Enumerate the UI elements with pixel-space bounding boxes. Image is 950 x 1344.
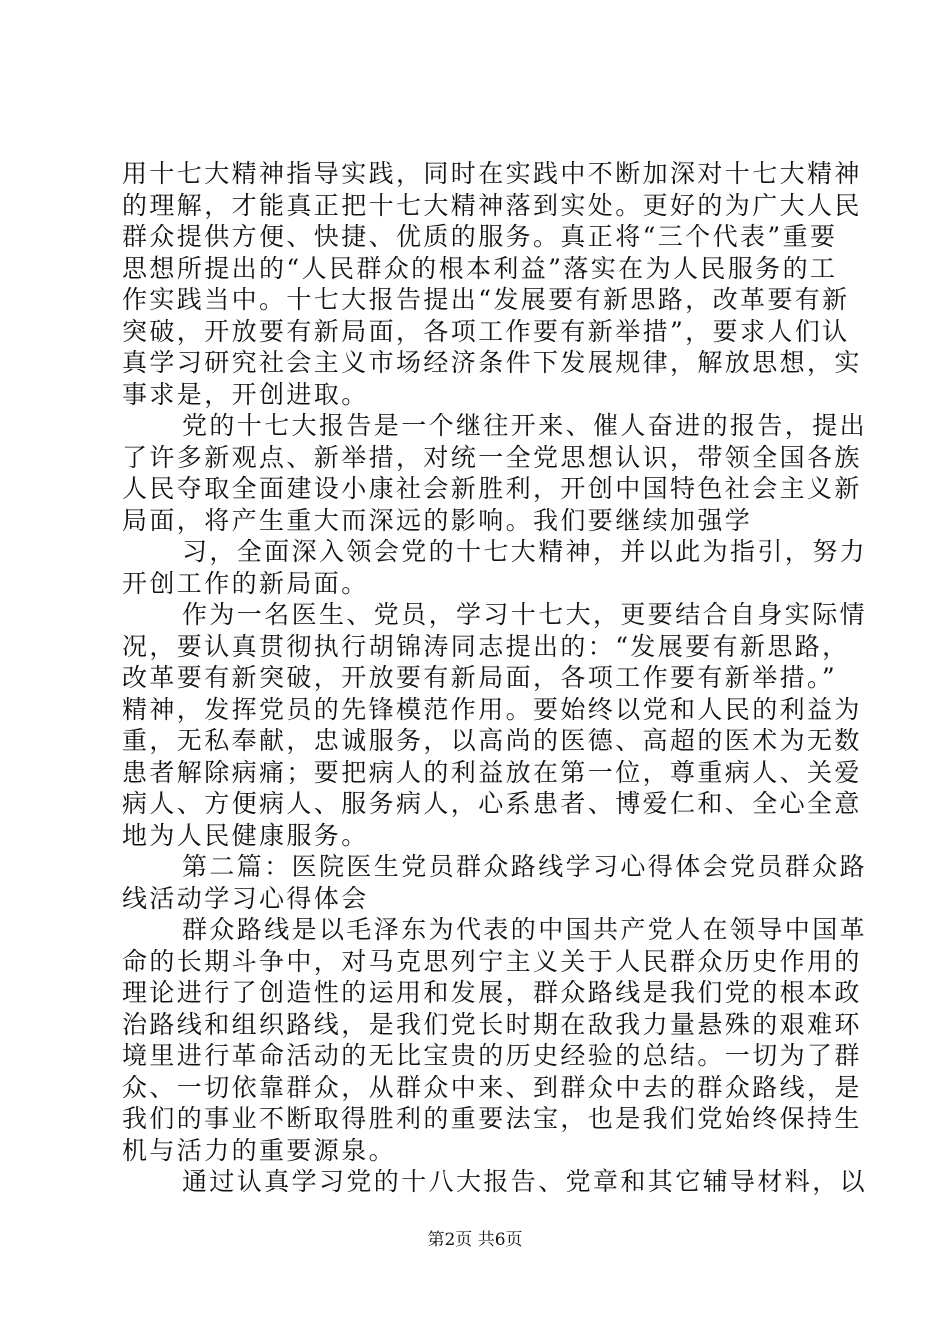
paragraph-start-line: 作为一名医生、党员，学习十七大，更要结合自身实际情 bbox=[182, 600, 868, 629]
text-line: 境里进行革命活动的无比宝贵的历史经验的总结。一切为了群 bbox=[122, 1041, 862, 1070]
text-line: 改革要有新突破，开放要有新局面，各项工作要有新举措。” bbox=[122, 663, 838, 692]
text-line: 况，要认真贯彻执行胡锦涛同志提出的：“发展要有新思路， bbox=[122, 631, 850, 661]
text-line: 群众提供方便、快捷、优质的服务。真正将“三个代表”重要 bbox=[122, 222, 838, 251]
text-line: 我们的事业不断取得胜利的重要法宝，也是我们党始终保持生 bbox=[122, 1104, 862, 1133]
text-line: 用十七大精神指导实践，同时在实践中不断加深对十七大精神 bbox=[122, 159, 862, 188]
paragraph-start-line: 党的十七大报告是一个继往开来、催人奋进的报告，提出 bbox=[182, 411, 868, 440]
text-line: 人民夺取全面建设小康社会新胜利，开创中国特色社会主义新 bbox=[122, 474, 862, 503]
text-line: 重，无私奉献，忠诚服务，以高尚的医德、高超的医术为无数 bbox=[122, 726, 862, 755]
text-line: 作实践当中。十七大报告提出“发展要有新思路，改革要有新 bbox=[122, 285, 850, 314]
page-number: 第2页 共6页 bbox=[427, 1230, 523, 1250]
text-line: 突破，开放要有新局面，各项工作要有新举措”，要求人们认 bbox=[122, 316, 850, 346]
section-heading-line: 线活动学习心得体会 bbox=[122, 883, 369, 913]
text-line: 命的长期斗争中，对马克思列宁主义关于人民群众历史作用的 bbox=[122, 946, 862, 976]
text-line: 患者解除病痛；要把病人的利益放在第一位，尊重病人、关爱 bbox=[122, 757, 862, 787]
paragraph-start-line: 习，全面深入领会党的十七大精神，并以此为指引，努力 bbox=[182, 537, 868, 566]
text-line: 机与活力的重要源泉。 bbox=[122, 1135, 397, 1165]
text-line: 精神，发挥党员的先锋模范作用。要始终以党和人民的利益为 bbox=[122, 694, 862, 724]
text-line: 的理解，才能真正把十七大精神落到实处。更好的为广大人民 bbox=[122, 190, 862, 220]
document-body bbox=[122, 158, 868, 1198]
text-line: 真学习研究社会主义市场经济条件下发展规律，解放思想，实 bbox=[122, 348, 862, 377]
text-line: 局面，将产生重大而深远的影响。我们要继续加强学 bbox=[122, 505, 753, 535]
paragraph-start-line: 通过认真学习党的十八大报告、党章和其它辅导材料，以 bbox=[182, 1167, 868, 1196]
text-line: 了许多新观点、新举措，对统一全党思想认识，带领全国各族 bbox=[122, 442, 862, 472]
text-line: 理论进行了创造性的运用和发展，群众路线是我们党的根本政 bbox=[122, 978, 862, 1007]
text-line: 开创工作的新局面。 bbox=[122, 568, 369, 598]
paragraph-start-line: 群众路线是以毛泽东为代表的中国共产党人在领导中国革 bbox=[182, 915, 868, 944]
text-line: 众、一切依靠群众，从群众中来、到群众中去的群众路线，是 bbox=[122, 1072, 862, 1102]
text-line: 思想所提出的“人民群众的根本利益”落实在为人民服务的工 bbox=[122, 253, 838, 283]
text-line: 病人、方便病人、服务病人，心系患者、博爱仁和、全心全意 bbox=[122, 789, 862, 818]
text-line: 地为人民健康服务。 bbox=[122, 820, 369, 850]
text-line: 治路线和组织路线，是我们党长时期在敌我力量悬殊的艰难环 bbox=[122, 1009, 862, 1039]
text-line: 事求是，开创进取。 bbox=[122, 379, 369, 409]
page-footer bbox=[0, 1229, 950, 1251]
section-heading-line: 第二篇：医院医生党员群众路线学习心得体会党员群众路 bbox=[182, 852, 868, 881]
